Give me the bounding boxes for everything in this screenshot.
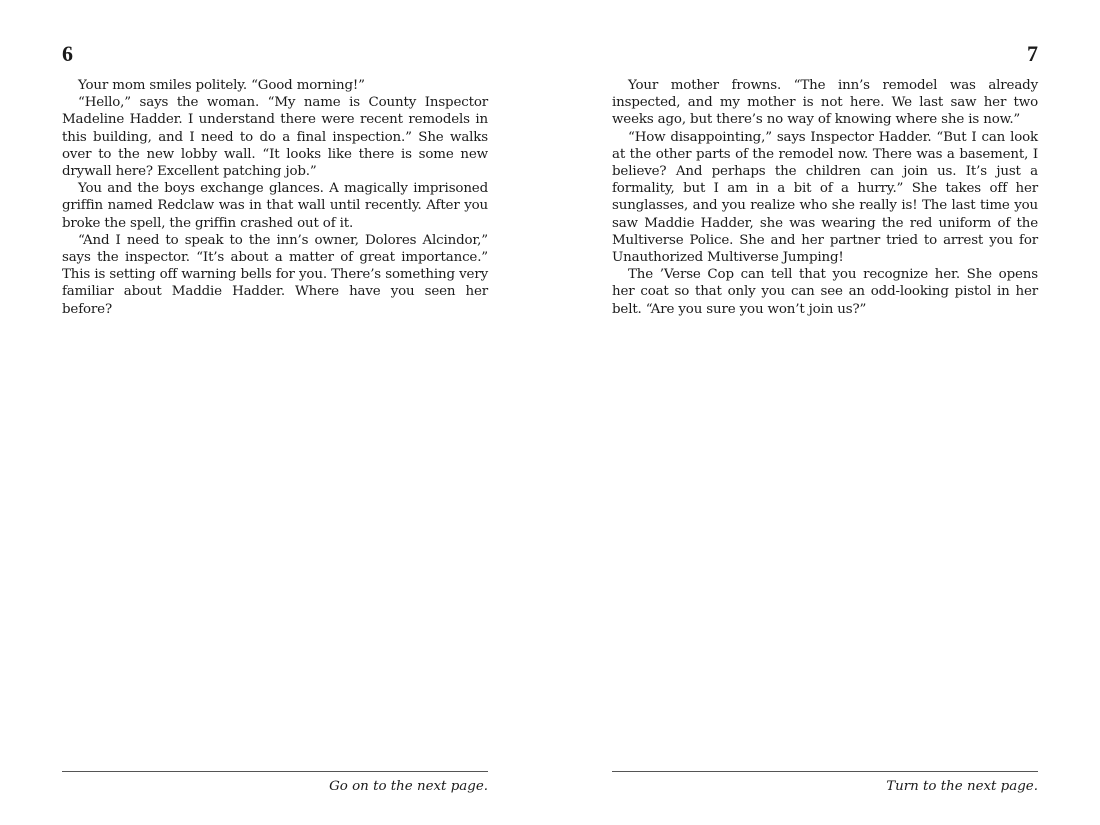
paragraph: Your mother frowns. “The inn’s remodel was already inspected, and my mother is not here. We last saw her two weeks ago, but there’s no way of knowing where she is now.” <box>612 78 1038 128</box>
paragraph: You and the boys exchange glances. A magically imprisoned griffin named Redclaw was in that wall until recently. After you broke the spell, the griffin crashed out of it. <box>62 181 488 231</box>
left-page <box>62 0 488 825</box>
page-number: 6 <box>62 41 73 66</box>
paragraph: “And I need to speak to the inn’s owner, Dolores Alcindor,” says the inspector. “It’s about a matter of great importance.” This is setting off warning bells for you. There’s something very familiar about Maddie Hadder. Where have you seen her before? <box>62 232 488 317</box>
page-body <box>62 77 488 318</box>
footer-divider <box>62 771 488 772</box>
paragraph: Your mom smiles politely. “Good morning!” <box>78 78 365 93</box>
page-footer-instruction: Turn to the next page. <box>886 779 1038 794</box>
paragraph: “How disappointing,” says Inspector Hadder. “But I can look at the other parts of the remodel now. There was a basement, I believe? And perhaps the children can join us. It’s just a formality, but I am in a bit of a hurry.” She takes off her sunglasses, and you realize who she really is! The last time you saw Maddie Hadder, she was wearing the red uniform of the Multiverse Police. She and her partner tried to arrest you for Unauthorized Multiverse Jumping! <box>612 129 1038 266</box>
footer-divider <box>612 771 1038 772</box>
paragraph: The ’Verse Cop can tell that you recognize her. She opens her coat so that only you can see an odd-looking pistol in her belt. “Are you sure you won’t join us?” <box>612 267 1038 317</box>
right-page <box>612 0 1038 825</box>
page-body <box>612 77 1038 318</box>
page-footer-instruction: Go on to the next page. <box>329 779 488 794</box>
page-number: 7 <box>1027 41 1038 66</box>
paragraph: “Hello,” says the woman. “My name is County Inspector Madeline Hadder. I understand there were recent remodels in this building, and I need to do a final inspection.” She walks over to the new lobby wall. “It looks like there is some new drywall here? Excellent patching job.” <box>62 95 488 180</box>
